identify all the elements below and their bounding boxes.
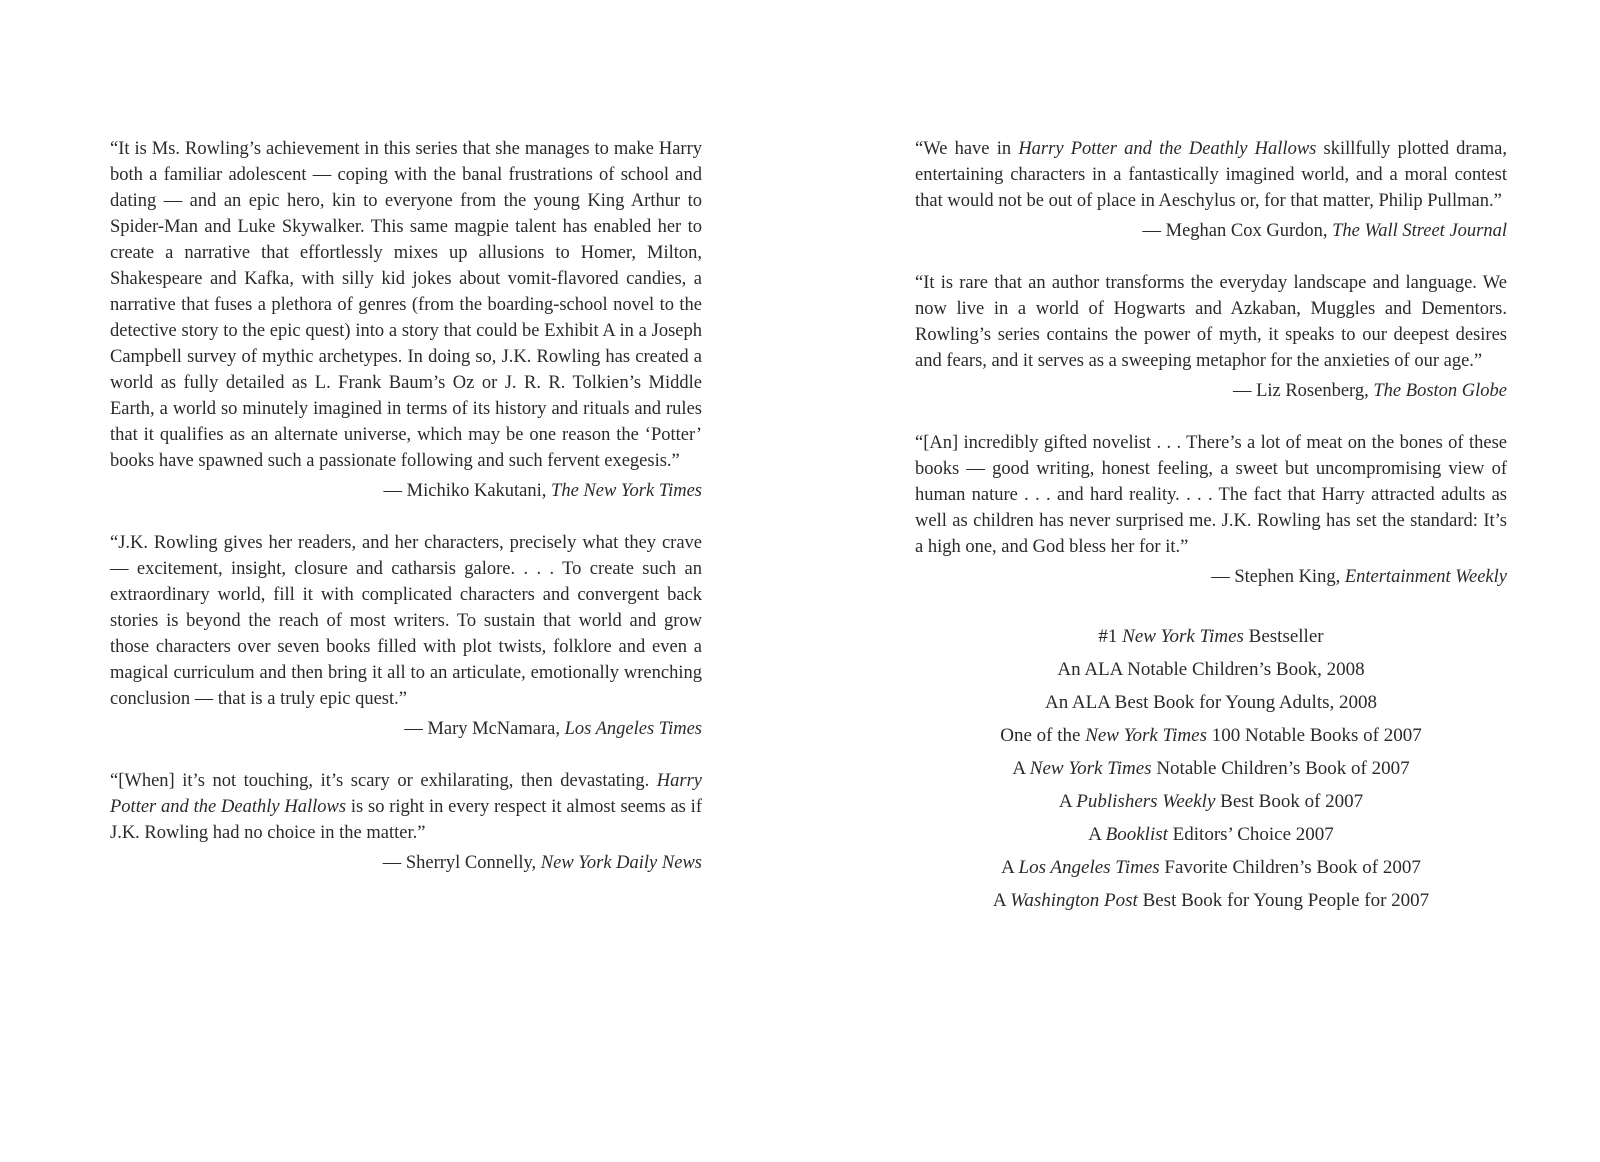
accolade-item: One of the New York Times 100 Notable Books of 2007	[1000, 725, 1422, 746]
quote-text: “[When] it’s not touching, it’s scary or exhilarating, then devastating.	[110, 771, 657, 791]
review-author: — Michiko Kakutani,	[383, 481, 552, 501]
review-quote: “J.K. Rowling gives her readers, and her characters, precisely what they crave — excitement, insight, closure and catharsis galore. . . . To create such an extraordinary world, fill it with complicated characters and convergent back stories is beyond the reach of most writers. To sustain that world and grow those characters over seven books filled with plot twists, folklore and even a magical curriculum and then bring it all to an articulate, emotionally wrenching conclusion — that is a truly epic quest.”	[110, 533, 702, 709]
review-quote	[110, 768, 702, 846]
review-quote: “[An] incredibly gifted novelist . . . There’s a lot of meat on the bones of these books — good writing, honest feeling, a sweet but uncompromising view of human nature . . . and hard reality. . . . The fact that Harry attracted adults as well as children has never surprised me. J.K. Rowling has set the standard: It’s a high one, and God bless her for it.”	[915, 433, 1507, 557]
left-column	[110, 136, 702, 902]
review-attribution	[110, 478, 702, 504]
review-gurdon	[915, 136, 1507, 244]
review-source: The New York Times	[551, 481, 702, 501]
review-author: — Liz Rosenberg,	[1232, 381, 1374, 401]
review-king	[915, 430, 1507, 590]
quote-text: skillfully plotted drama, entertaining characters in a fantastically imagined world, and a moral contest that would not be out of place in Aeschylus or, for that matter, Philip Pullman.”	[915, 139, 1507, 211]
accolade-item: A Publishers Weekly Best Book of 2007	[1058, 791, 1364, 812]
review-mcnamara	[110, 530, 702, 742]
review-source: Los Angeles Times	[564, 719, 702, 739]
review-quote: “It is Ms. Rowling’s achievement in this series that she manages to make Harry both a familiar adolescent — coping with the banal frustrations of school and dating — and an epic hero, kin to everyone from the young King Arthur to Spider-Man and Luke Skywalker. This same magpie talent has enabled her to create a narrative that effortlessly mixes up allusions to Homer, Milton, Shakespeare and Kafka, with silly kid jokes about vomit-flavored candies, a narrative that fuses a plethora of genres (from the boarding-school novel to the detective story to the epic quest) into a story that could be Exhibit A in a Joseph Campbell survey of mythic archetypes. In doing so, J.K. Rowling has created a world as fully detailed as L. Frank Baum’s Oz or J. R. R. Tolkien’s Middle Earth, a world so minutely imagined in terms of its history and rituals and rules that it qualifies as an alternate universe, which may be one reason the ‘Potter’ books have spawned such a passionate following and such fervent exegesis.”	[110, 139, 702, 471]
review-attribution	[110, 716, 702, 742]
review-rosenberg	[915, 270, 1507, 404]
review-source: The Boston Globe	[1373, 381, 1507, 401]
right-column	[915, 136, 1507, 917]
quote-text: “We have in	[915, 139, 1019, 159]
review-author: — Sherryl Connelly,	[382, 853, 541, 873]
review-author: — Stephen King,	[1211, 567, 1345, 587]
review-attribution	[110, 850, 702, 876]
accolade-item: A Washington Post Best Book for Young People for 2007	[992, 890, 1430, 911]
review-quote: “It is rare that an author transforms the everyday landscape and language. We now live in a world of Hogwarts and Azkaban, Muggles and Dementors. Rowling’s series contains the power of myth, it speaks to our deepest desires and fears, and it serves as a sweeping metaphor for the anxieties of our age.”	[915, 273, 1507, 371]
accolade-item: A New York Times Notable Children’s Book of 2007	[1012, 758, 1410, 779]
accolade-item: A Booklist Editors’ Choice 2007	[1088, 824, 1334, 845]
quote-text: is so right in every respect it almost seems as if J.K. Rowling had no choice in the matter.”	[110, 797, 702, 843]
review-source: Entertainment Weekly	[1344, 567, 1507, 587]
review-quote	[915, 136, 1507, 214]
review-author: — Meghan Cox Gurdon,	[1142, 221, 1333, 241]
review-connelly	[110, 768, 702, 876]
review-attribution	[915, 378, 1507, 404]
accolade-item: An ALA Best Book for Young Adults, 2008	[1044, 692, 1378, 713]
review-source: New York Daily News	[540, 853, 702, 873]
review-attribution	[915, 218, 1507, 244]
review-kakutani	[110, 136, 702, 504]
quote-book-title: Harry Potter and the Deathly Hallows	[110, 771, 702, 817]
accolade-item: A Los Angeles Times Favorite Children’s Book of 2007	[1001, 857, 1421, 878]
accolade-item: #1 New York Times Bestseller	[1098, 626, 1324, 647]
quote-book-title: Harry Potter and the Deathly Hallows	[1018, 139, 1317, 159]
review-attribution	[915, 564, 1507, 590]
review-author: — Mary McNamara,	[404, 719, 565, 739]
review-source: The Wall Street Journal	[1332, 221, 1507, 241]
accolades-list	[915, 620, 1507, 917]
accolade-item: An ALA Notable Children’s Book, 2008	[1057, 659, 1365, 680]
